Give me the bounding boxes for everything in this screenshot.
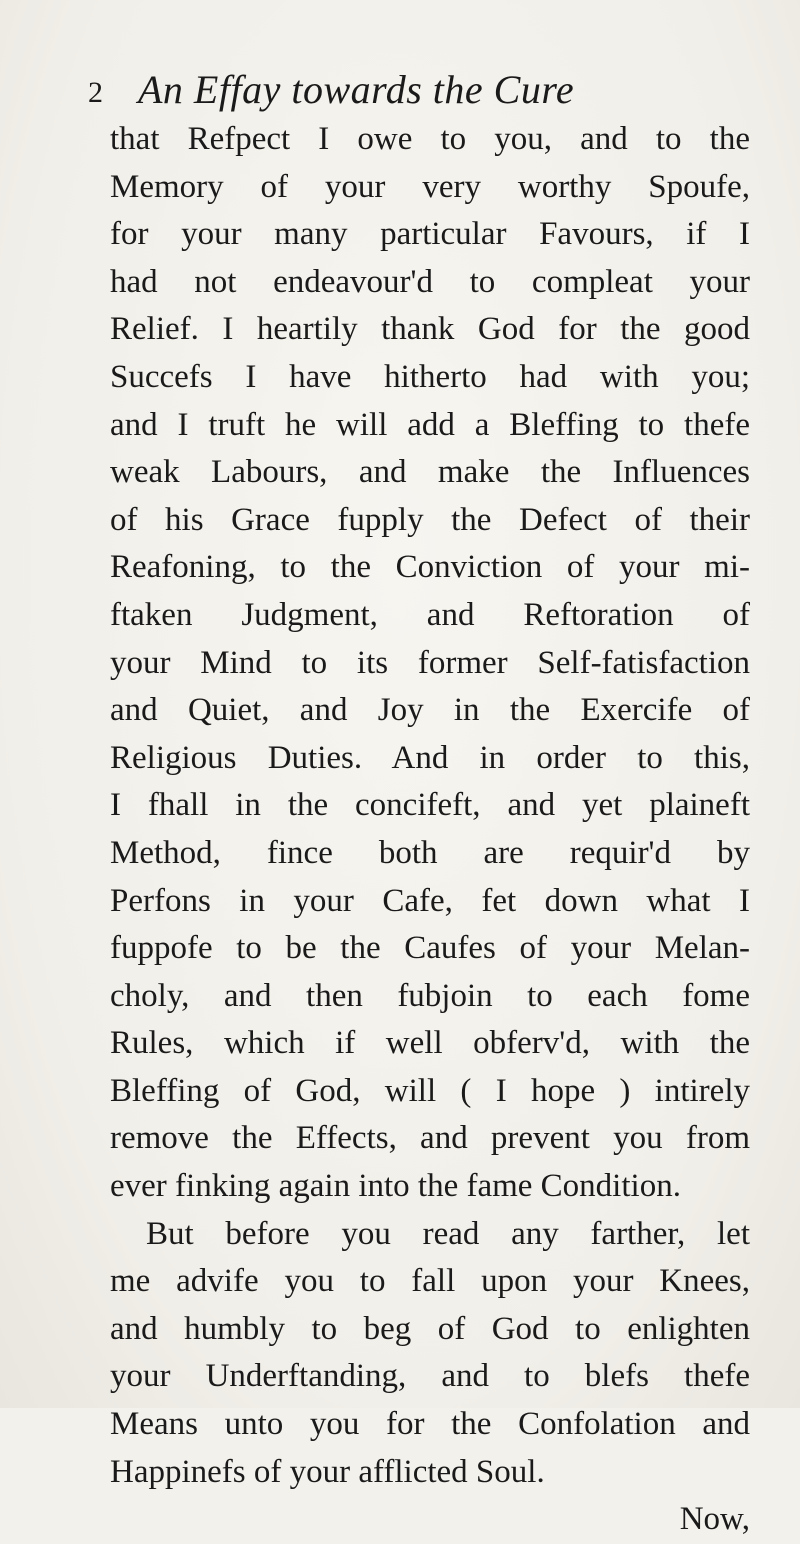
text-line: Method, fince both are requir'd by	[110, 834, 750, 871]
text-line: Relief. I heartily thank God for the good	[110, 311, 750, 348]
text-line: your Mind to its former Self-fatisfaction	[110, 644, 750, 681]
text-line: Succefs I have hitherto had with you;	[110, 358, 750, 395]
text-line: had not endeavour'd to compleat your	[110, 263, 750, 300]
text-line: fuppofe to be the Caufes of your Melan-	[110, 930, 750, 967]
text-line: Religious Duties. And in order to this,	[110, 739, 750, 776]
text-line: your Underftanding, and to blefs thefe	[110, 1358, 750, 1395]
text-line: for your many particular Favours, if I	[110, 216, 750, 253]
text-line: Rules, which if well obferv'd, with the	[110, 1025, 750, 1062]
page-number: 2	[88, 76, 103, 109]
text-line: of his Grace fupply the Defect of their	[110, 501, 750, 538]
text-line: ftaken Judgment, and Reftoration of	[110, 596, 750, 633]
text-line: Happinefs of your afflicted Soul.	[110, 1453, 545, 1490]
text-line: and Quiet, and Joy in the Exercife of	[110, 692, 750, 729]
running-title: An Effay towards the Cure	[138, 67, 575, 112]
text-line: me advife you to fall upon your Knees,	[110, 1263, 750, 1300]
text-line: Means unto you for the Confolation and	[110, 1406, 750, 1443]
text-line: weak Labours, and make the Influences	[110, 454, 750, 491]
text-line: that Refpect I owe to you, and to the	[110, 121, 750, 157]
text-line: I fhall in the concifeft, and yet plaineft	[110, 787, 750, 824]
text-line: Bleffing of God, will ( I hope ) intirely	[110, 1072, 750, 1109]
text-line: and humbly to beg of God to enlighten	[110, 1310, 750, 1347]
text-line: remove the Effects, and prevent you from	[110, 1120, 750, 1157]
text-line: ever finking again into the fame Condition.	[110, 1168, 681, 1205]
text-line: But before you read any farther, let	[146, 1215, 750, 1252]
body-text	[110, 116, 750, 1544]
text-line: Reafoning, to the Conviction of your mi-	[110, 549, 750, 586]
text-line: Perfons in your Cafe, fet down what I	[110, 882, 750, 919]
page-header	[88, 66, 748, 116]
text-line: choly, and then fubjoin to each fome	[110, 977, 750, 1014]
catchword: Now,	[679, 1501, 750, 1538]
text-line: and I truft he will add a Bleffing to thefe	[110, 406, 750, 443]
text-line: Memory of your very worthy Spoufe,	[110, 168, 750, 205]
